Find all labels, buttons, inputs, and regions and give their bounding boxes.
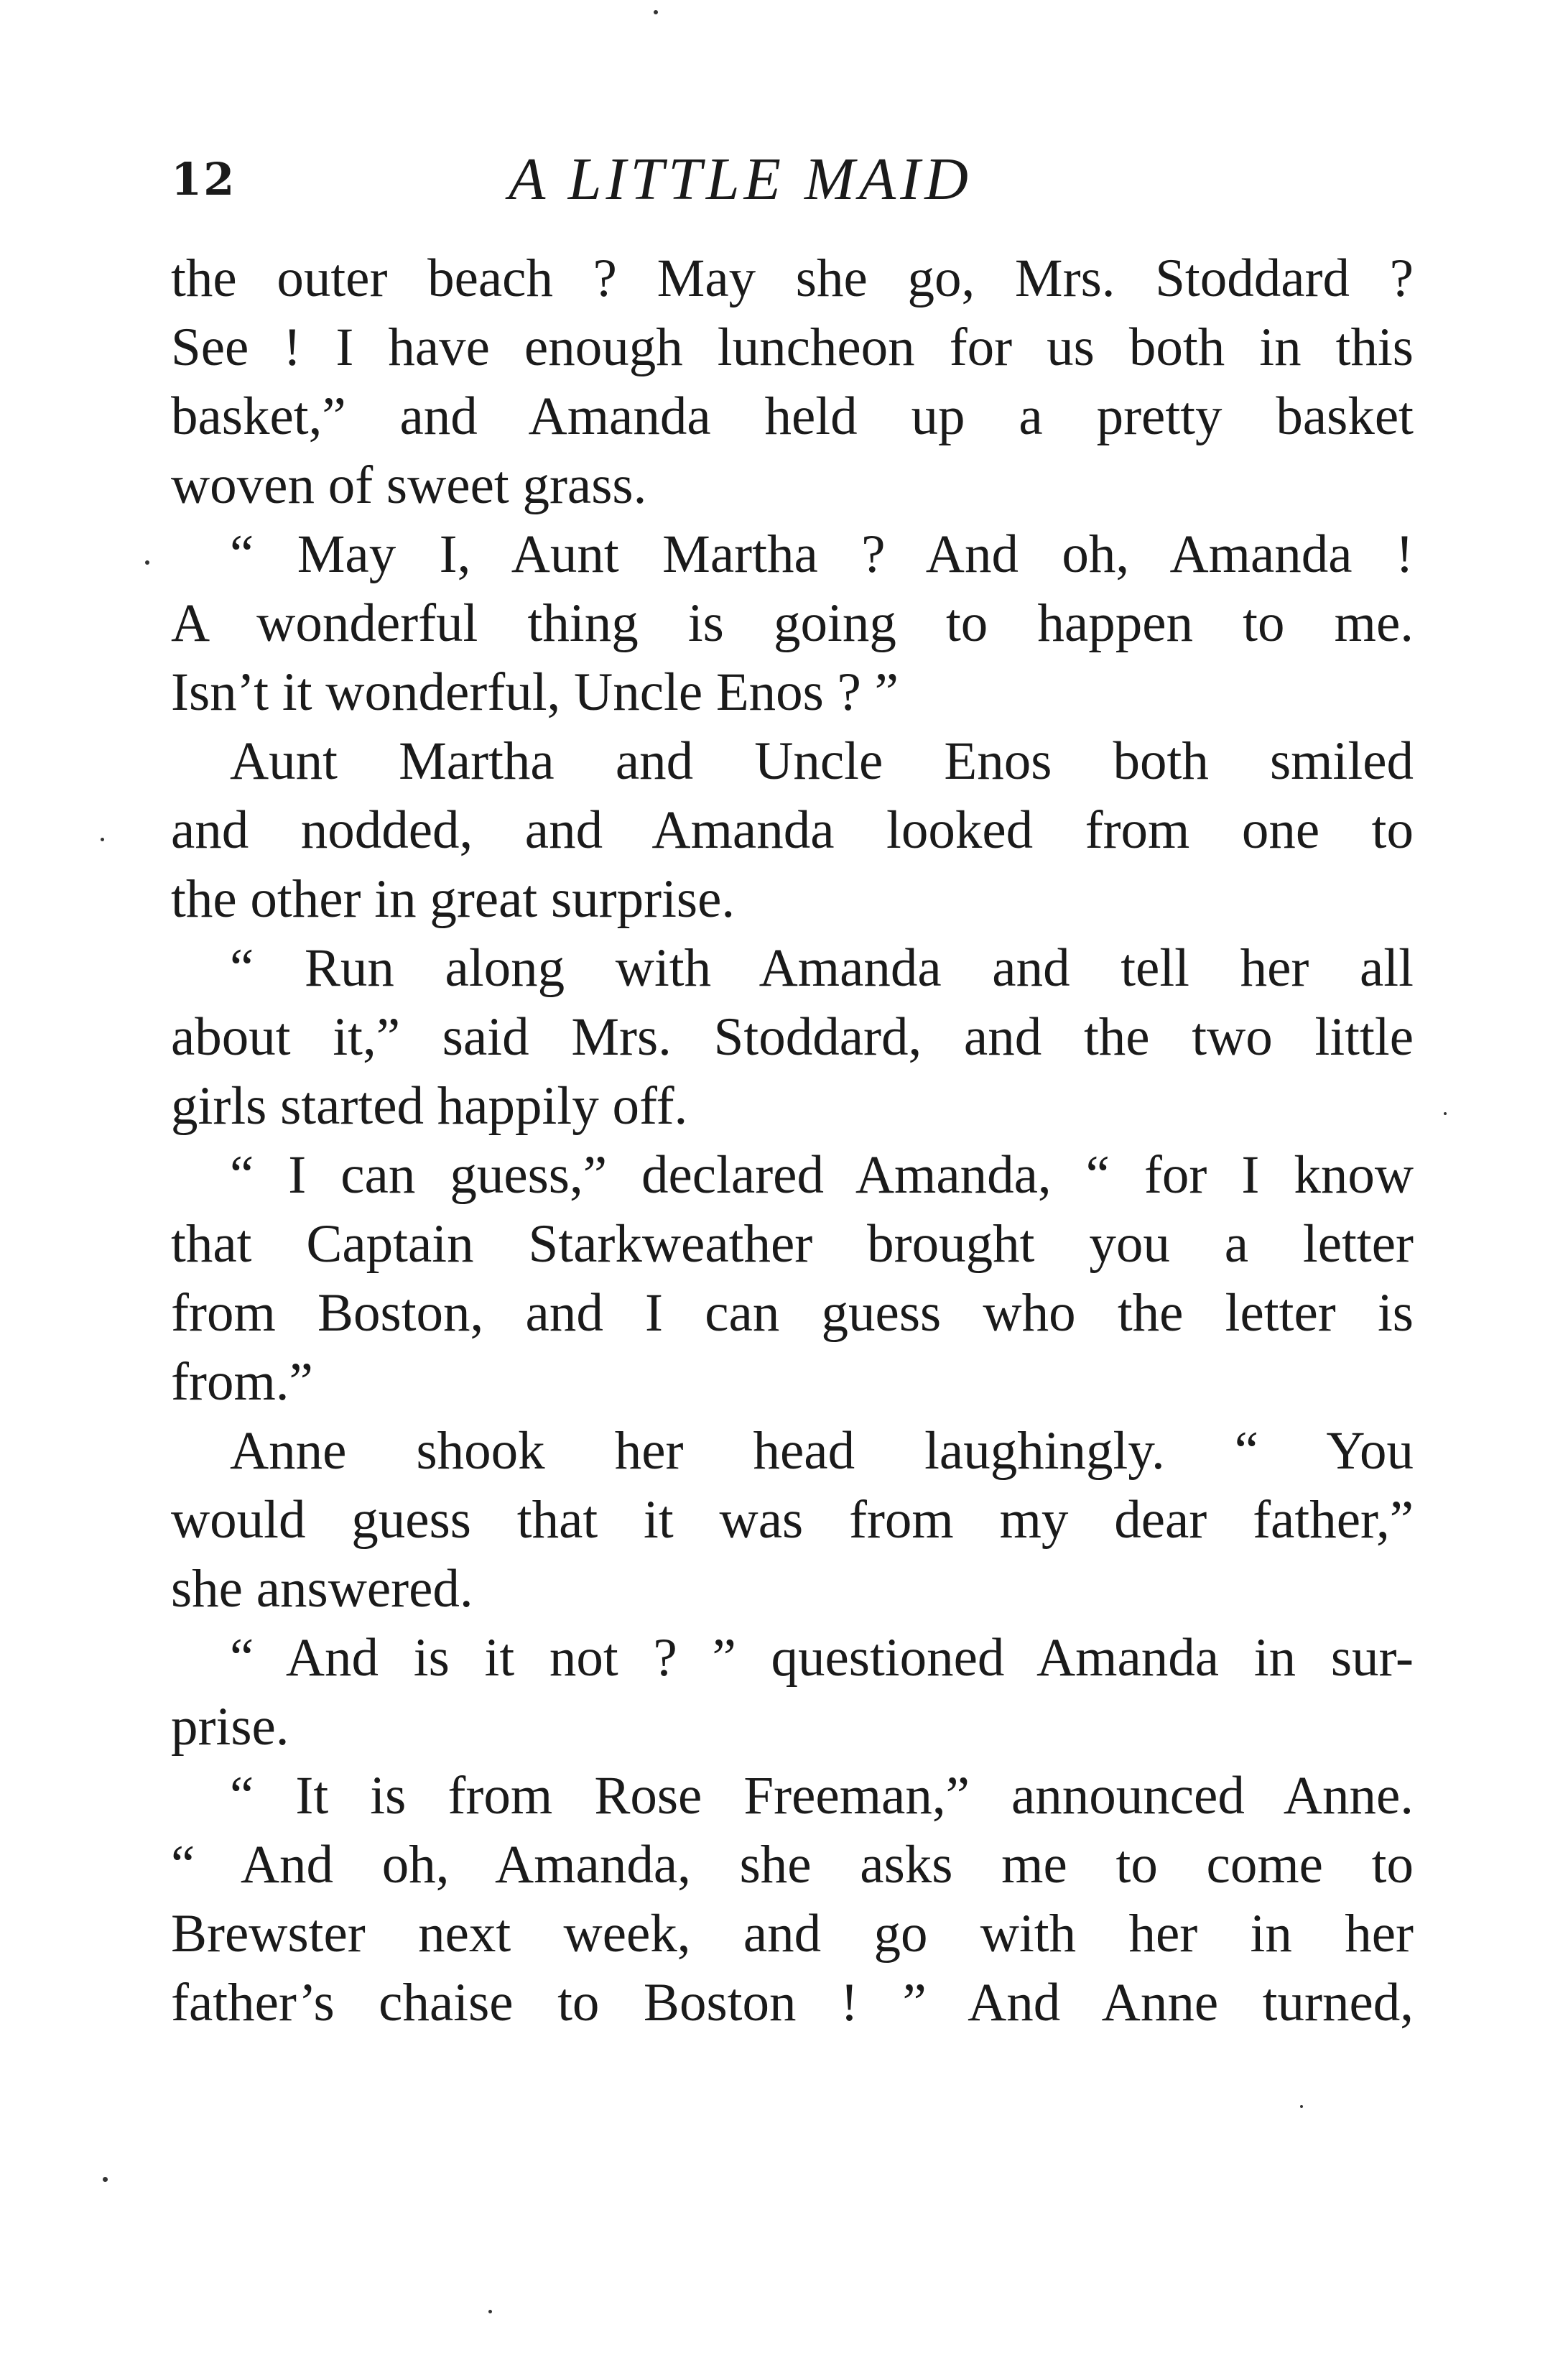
text-line: that Captain Starkweather brought you a letter: [171, 1214, 1414, 1274]
text-line: and nodded, and Amanda looked from one to: [171, 800, 1414, 860]
text-line: from Boston, and I can guess who the letter is: [171, 1283, 1414, 1343]
text-line: from.”: [171, 1352, 313, 1412]
text-line: Isn’t it wonderful, Uncle Enos ? ”: [171, 662, 899, 722]
text-line: Anne shook her head laughingly. “ You: [230, 1421, 1414, 1481]
text-line: See ! I have enough luncheon for us both in this: [171, 318, 1414, 377]
text-line: about it,” said Mrs. Stoddard, and the two little: [171, 1007, 1414, 1067]
page-number: 12: [171, 153, 236, 205]
text-line: prise.: [171, 1697, 289, 1757]
print-speck: [488, 2310, 492, 2313]
print-speck: [654, 10, 658, 14]
body-text: [171, 244, 1414, 2038]
page-header: [171, 140, 1414, 219]
print-speck: [101, 838, 104, 841]
text-line: “ It is from Rose Freeman,” announced Anne.: [230, 1766, 1414, 1826]
text-line: woven of sweet grass.: [171, 455, 647, 515]
text-line: “ Run along with Amanda and tell her all: [230, 938, 1414, 998]
text-line: the other in great surprise.: [171, 869, 736, 929]
text-line: basket,” and Amanda held up a pretty basket: [171, 387, 1414, 446]
text-line: Aunt Martha and Uncle Enos both smiled: [230, 731, 1414, 791]
text-line: father’s chaise to Boston ! ” And Anne turned,: [171, 1973, 1414, 2032]
text-line: girls started happily off.: [171, 1076, 688, 1136]
text-line: “ May I, Aunt Martha ? And oh, Amanda !: [230, 524, 1414, 584]
text-line: “ And oh, Amanda, she asks me to come to: [171, 1835, 1414, 1895]
text-line: would guess that it was from my dear father,”: [171, 1490, 1414, 1550]
print-speck: [1300, 2105, 1303, 2108]
print-speck: [103, 2177, 108, 2182]
print-speck: [145, 560, 149, 565]
text-line: “ And is it not ? ” questioned Amanda in sur-: [230, 1628, 1414, 1688]
text-line: A wonderful thing is going to happen to me.: [171, 593, 1414, 653]
text-line: “ I can guess,” declared Amanda, “ for I know: [230, 1145, 1414, 1205]
text-line: Brewster next week, and go with her in her: [171, 1904, 1414, 1964]
text-line: the outer beach ? May she go, Mrs. Stoddard ?: [171, 249, 1414, 308]
print-speck: [1444, 1112, 1447, 1115]
text-line: she answered.: [171, 1559, 473, 1619]
running-title: A LITTLE MAID: [509, 146, 973, 213]
